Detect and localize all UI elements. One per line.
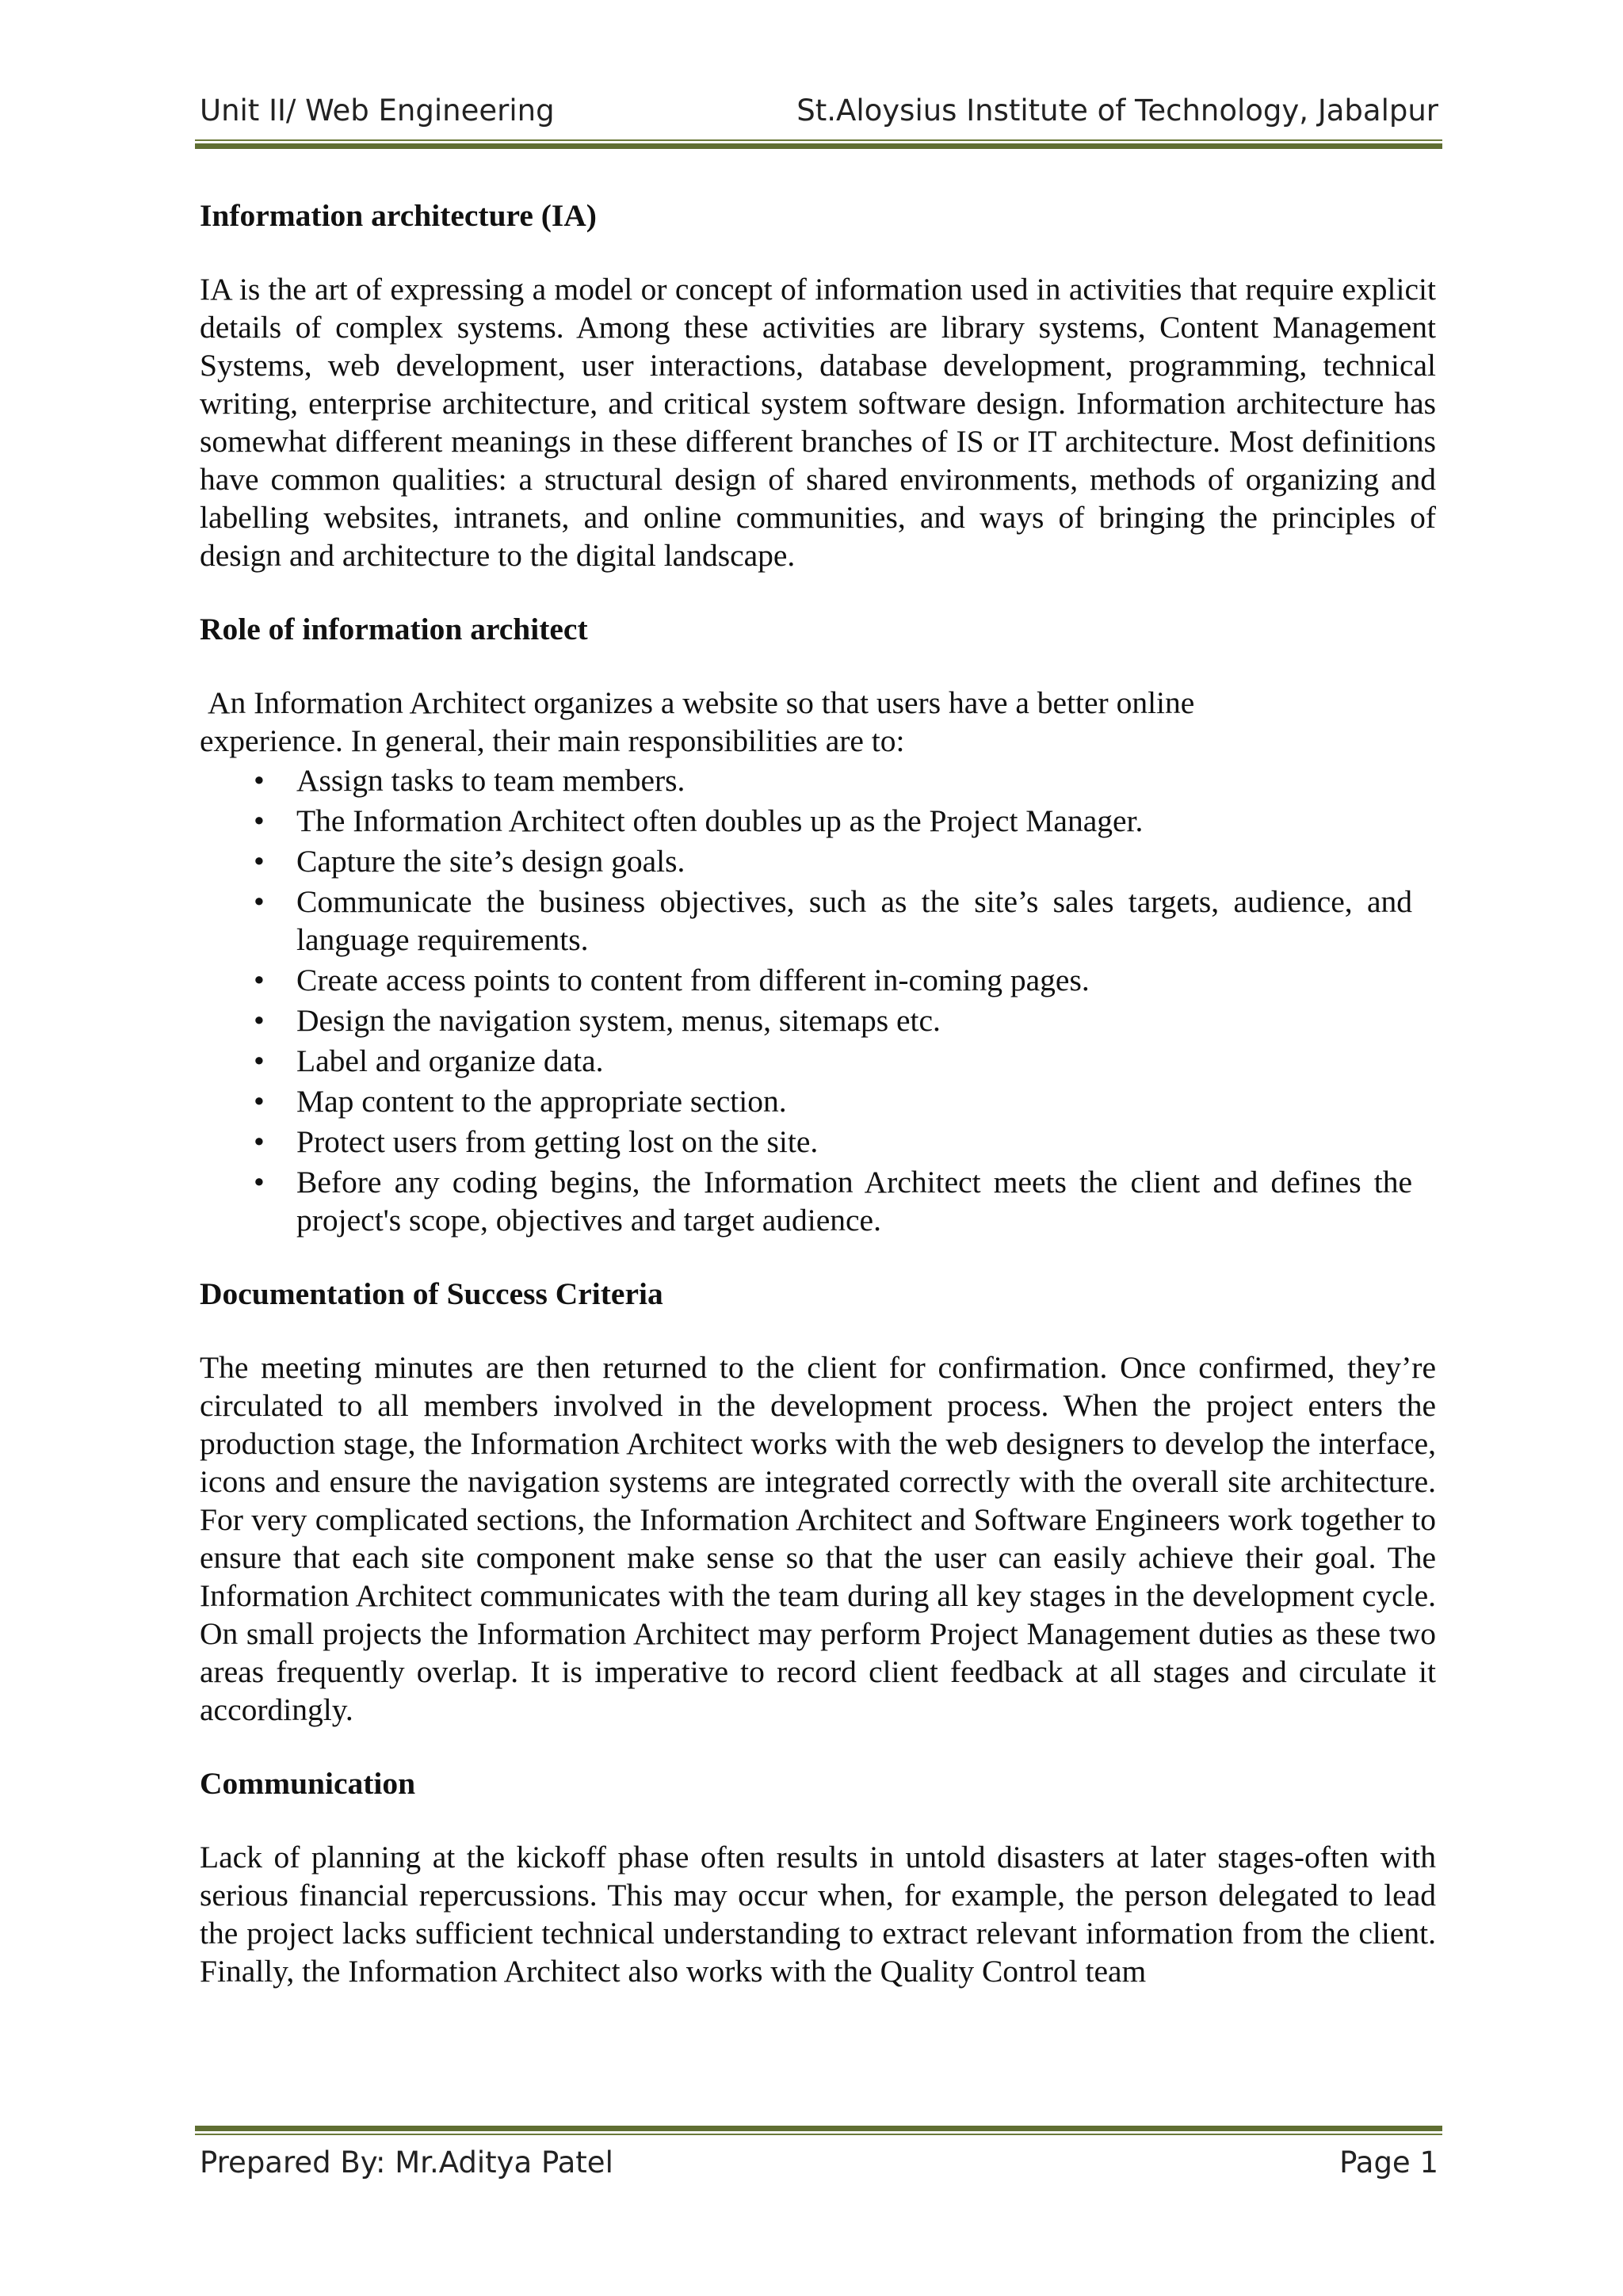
bullet-icon: • xyxy=(254,1165,265,1199)
bullet-icon: • xyxy=(254,1124,265,1159)
list-item: • Before any coding begins, the Information Architect meets the client and defines the project's scope, objectives and target audience. xyxy=(254,1165,1412,1238)
list-item: • Label and organize data. xyxy=(254,1043,604,1078)
role-intro-line-1: An Information Architect organizes a website so that users have a better online xyxy=(208,685,1195,720)
bullet-icon: • xyxy=(254,884,265,919)
bullet-icon: • xyxy=(254,963,265,997)
header-unit-title: Unit II/ Web Engineering xyxy=(200,93,555,128)
heading-information-architecture: Information architecture (IA) xyxy=(200,198,597,233)
list-item: • Assign tasks to team members. xyxy=(254,763,685,798)
list-item: • Capture the site’s design goals. xyxy=(254,844,685,879)
paragraph-success-criteria: The meeting minutes are then returned to the client for confirmation. Once confirmed, they’re circulated to all members involved in the development process. When the project enters the production stage, the Information Architect works with the web designers to develop the interface, icons and ensure the navigation systems are integrated correctly with the overall site architecture. For very complicated sections, the Information Architect and Software Engineers work together to ensure that each site component make sense so that the user can easily achieve their goal. The Information Architect communicates with the team during all key stages in the development cycle. On small projects the Information Architect may perform Project Management duties as these two areas frequently overlap. It is imperative to record client feedback at all stages and circulate it accordingly. xyxy=(200,1350,1436,1727)
list-item: • Communicate the business objectives, such as the site’s sales targets, audience, and language requirements. xyxy=(254,884,1412,957)
list-item: • Create access points to content from different in-coming pages. xyxy=(254,963,1090,997)
responsibilities-list xyxy=(200,761,1436,1239)
footer-rule xyxy=(195,2126,1442,2135)
page-content xyxy=(200,196,1436,2026)
role-intro-line-2: experience. In general, their main responsibilities are to: xyxy=(200,723,905,758)
heading-communication: Communication xyxy=(200,1766,416,1801)
paragraph-communication: Lack of planning at the kickoff phase often results in untold disasters at later stages-often with serious financial repercussions. This may occur when, for example, the person delegated to lead the project lacks sufficient technical understanding to extract relevant information from the client. Finally, the Information Architect also works with the Quality Control team xyxy=(200,1840,1436,1989)
list-item: • Map content to the appropriate section. xyxy=(254,1084,787,1119)
paragraph-information-architecture: IA is the art of expressing a model or concept of information used in activities that require explicit details of complex systems. Among these activities are library systems, Content Management Systems, web development, user interactions, database development, programming, technical writing, enterprise architecture, and critical system software design. Information architecture has somewhat different meanings in these different branches of IS or IT architecture. Most definitions have common qualities: a structural design of shared environments, methods of organizing and labelling websites, intranets, and online communities, and ways of bringing the principles of design and architecture to the digital landscape. xyxy=(200,272,1436,573)
bullet-icon: • xyxy=(254,844,265,879)
bullet-icon: • xyxy=(254,1084,265,1119)
bullet-icon: • xyxy=(254,763,265,798)
page-header xyxy=(198,93,1438,135)
page-number: Page 1 xyxy=(1339,2145,1438,2180)
list-item: • The Information Architect often doubles up as the Project Manager. xyxy=(254,803,1144,838)
bullet-icon: • xyxy=(254,1003,265,1038)
heading-role-of-information-architect: Role of information architect xyxy=(200,612,588,646)
header-rule xyxy=(195,139,1442,149)
footer-author: Prepared By: Mr.Aditya Patel xyxy=(200,2145,613,2180)
list-item: • Design the navigation system, menus, sitemaps etc. xyxy=(254,1003,941,1038)
list-item: • Protect users from getting lost on the site. xyxy=(254,1124,819,1159)
heading-success-criteria: Documentation of Success Criteria xyxy=(200,1276,663,1311)
bullet-icon: • xyxy=(254,803,265,838)
bullet-icon: • xyxy=(254,1043,265,1078)
header-institute-name: St.Aloysius Institute of Technology, Jabalpur xyxy=(796,93,1438,128)
